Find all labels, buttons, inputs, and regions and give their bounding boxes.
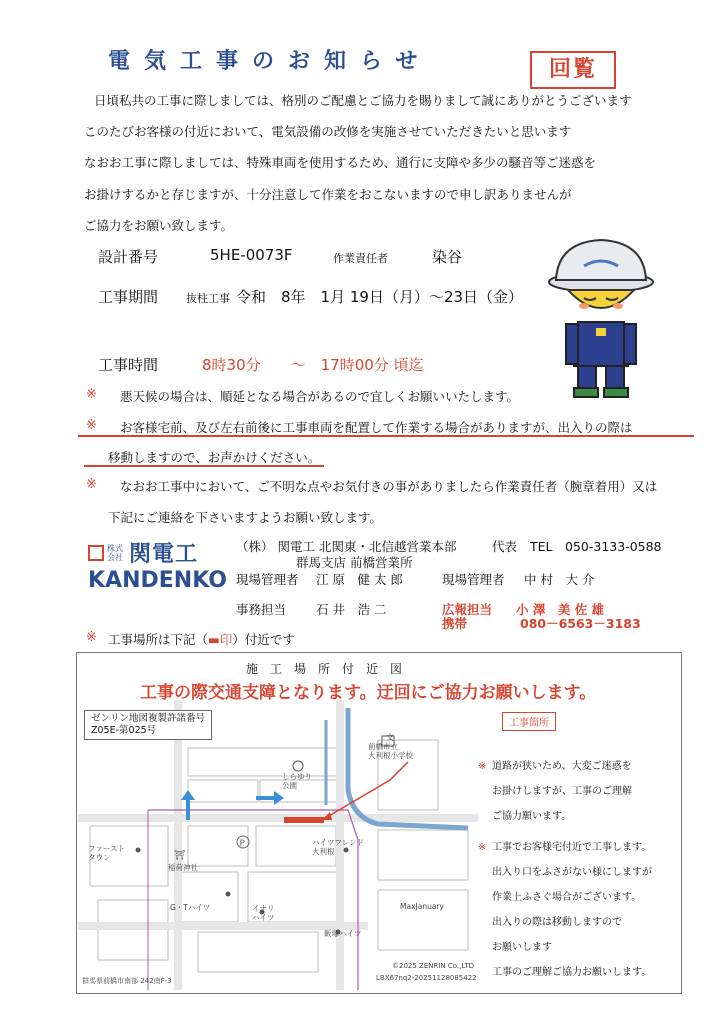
map-drawing bbox=[78, 700, 478, 990]
heights-friend-label: ハイツフレンド 大利根 bbox=[312, 838, 365, 856]
intro-line-1: 日頃私共の工事に際しましては、格別のご配慮とご協力を賜りまして誠にありがとうございます bbox=[94, 93, 632, 108]
map-side-notes bbox=[480, 754, 676, 985]
logo-jp: 関電工 bbox=[129, 542, 199, 567]
iizuka-heights-label: 飯塚ハイツ bbox=[324, 929, 362, 938]
map-code: LBX67nq2-20251128085422 bbox=[376, 974, 477, 982]
page-title: 電気工事のお知らせ bbox=[108, 49, 432, 74]
inari-heights-label: イナリ ハイツ bbox=[252, 904, 275, 922]
side-mark-2: ※ bbox=[478, 842, 487, 853]
first-town-label: ファースト タウン bbox=[88, 844, 125, 862]
site-manager-1: 江 原 健 太 郎 bbox=[316, 572, 403, 587]
location-before: 工事場所は下記（ bbox=[108, 632, 209, 647]
logo-mark-icon bbox=[88, 545, 104, 561]
note-3a: なおお工事中において、ご不明な点やお気付きの事がありましたら作業責任者（腕章着用）又は bbox=[120, 479, 658, 494]
map-footer-left: 群馬県前橋市南部 242南F-3 bbox=[82, 977, 172, 985]
period-dates: 令和 8年 1月 19日（月）〜23日（金） bbox=[236, 288, 524, 306]
map-title: 施 工 場 所 付 近 図 bbox=[246, 662, 403, 676]
design-no-label: 設計番号 bbox=[98, 248, 159, 266]
company-logo bbox=[88, 537, 227, 593]
license-line-2: Z05E-第025号 bbox=[91, 725, 157, 736]
side-note-1: 道路が狭いため、大変ご迷惑を bbox=[492, 761, 632, 772]
side-mark-1: ※ bbox=[478, 761, 487, 772]
side-note-2: お掛けしますが、工事のご理解 bbox=[492, 786, 632, 797]
side-note-8: お願いします bbox=[492, 942, 552, 953]
svg-text:P: P bbox=[239, 839, 245, 849]
mobile-number: 080－6563－3183 bbox=[520, 616, 641, 631]
location-mark: ※ bbox=[86, 630, 97, 645]
period-type: 抜柱工事 bbox=[186, 292, 230, 305]
map-copyright: ©2025 ZENRIN Co.,LTD bbox=[392, 962, 474, 970]
location-marker: ▬印 bbox=[208, 632, 233, 647]
underline-2 bbox=[84, 465, 324, 467]
gt-heights-label: G・Tハイツ bbox=[170, 903, 211, 912]
bowing-worker-illustration bbox=[544, 236, 658, 400]
company-name: （株） 関電工 北関東・北信越営業本部 bbox=[236, 539, 457, 554]
park-label: しらゆり 公園 bbox=[282, 772, 312, 790]
work-site-label: 工事箇所 bbox=[502, 712, 556, 731]
office-label: 事務担当 bbox=[236, 602, 287, 617]
manager-label: 作業責任者 bbox=[333, 252, 388, 265]
office-name: 石 井 浩 二 bbox=[316, 602, 387, 617]
maxjanuary-label: MaxJanuary bbox=[400, 902, 444, 911]
note-1: 悪天候の場合は、順延となる場合があるので宜しくお願いいたします。 bbox=[120, 389, 520, 404]
note-mark-2: ※ bbox=[86, 418, 97, 433]
inari-shrine-label: 稲荷神社 bbox=[168, 863, 198, 872]
location-after: ）付近です bbox=[232, 632, 295, 647]
side-note-9: 工事のご理解ご協力お願いします。 bbox=[492, 967, 652, 978]
rep-label: 代表 bbox=[492, 539, 518, 554]
time-range: 8時30分 〜 17時00分 頃迄 bbox=[202, 356, 424, 374]
work-site-marker bbox=[284, 817, 324, 823]
site-manager-label-1: 現場管理者 bbox=[236, 572, 299, 587]
rep-tel: TEL 050-3133-0588 bbox=[530, 539, 662, 554]
license-box bbox=[84, 710, 212, 740]
period-label: 工事期間 bbox=[98, 288, 159, 306]
license-line-1: ゼンリン地図複製許諾番号 bbox=[91, 713, 206, 724]
underline-1 bbox=[78, 435, 694, 437]
school-label: 前橋市立 大利根小学校 bbox=[368, 742, 413, 760]
mobile-label: 携帯 bbox=[442, 616, 468, 631]
location-note bbox=[108, 630, 295, 648]
intro-line-4: お掛けするかと存じますが、十分注意して作業をおこないますので申し訳ありませんが bbox=[84, 187, 572, 202]
time-label: 工事時間 bbox=[98, 356, 159, 374]
intro-line-5: ご協力をお願い致します。 bbox=[84, 218, 234, 233]
pr-name: 小 澤 美 佐 雄 bbox=[516, 602, 605, 617]
school-mark-icon: 文 bbox=[386, 733, 394, 742]
note-3b: 下記にご連絡を下さいますようお願い致します。 bbox=[108, 510, 383, 525]
logo-kabu: 株式会社 bbox=[107, 543, 123, 562]
svg-text:⛩: ⛩ bbox=[174, 851, 186, 861]
branch-name: 群馬支店 前橋営業所 bbox=[296, 555, 413, 570]
site-manager-2: 中 村 大 介 bbox=[524, 572, 595, 587]
map-banner: 工事の際交通支障となります。迂回にご協力お願いします。 bbox=[140, 683, 597, 703]
note-2b: 移動しますので、お声かけください。 bbox=[108, 450, 321, 465]
note-mark-1: ※ bbox=[86, 387, 97, 402]
circulation-stamp: 回覧 bbox=[530, 51, 616, 89]
site-manager-label-2: 現場管理者 bbox=[442, 572, 505, 587]
side-note-4: 工事でお客様宅付近で工事します。 bbox=[492, 842, 652, 853]
intro-line-2: このたびお客様の付近において、電気設備の改修を実施させていただきたいと思います bbox=[84, 124, 572, 139]
pr-label: 広報担当 bbox=[442, 602, 493, 617]
side-note-6: 作業上ふさぐ場合がございます。 bbox=[492, 892, 642, 903]
note-mark-3: ※ bbox=[86, 477, 97, 492]
side-note-7: 出入りの際は移動しますので bbox=[492, 917, 622, 928]
note-2a: お客様宅前、及び左右前後に工事車両を配置して作業する場合がありますが、出入りの際は bbox=[120, 420, 633, 435]
side-note-5: 出入り口をふさがない様にしますが bbox=[492, 867, 652, 878]
logo-en: KANDENKO bbox=[88, 568, 227, 593]
manager-name: 染谷 bbox=[432, 248, 463, 266]
side-note-3: ご協力願います。 bbox=[492, 811, 572, 822]
intro-line-3: なおお工事に際しましては、特殊車両を使用するため、通行に支障や多少の騒音等ご迷惑を bbox=[84, 155, 597, 170]
design-no: 5HE-0073F bbox=[210, 246, 293, 264]
